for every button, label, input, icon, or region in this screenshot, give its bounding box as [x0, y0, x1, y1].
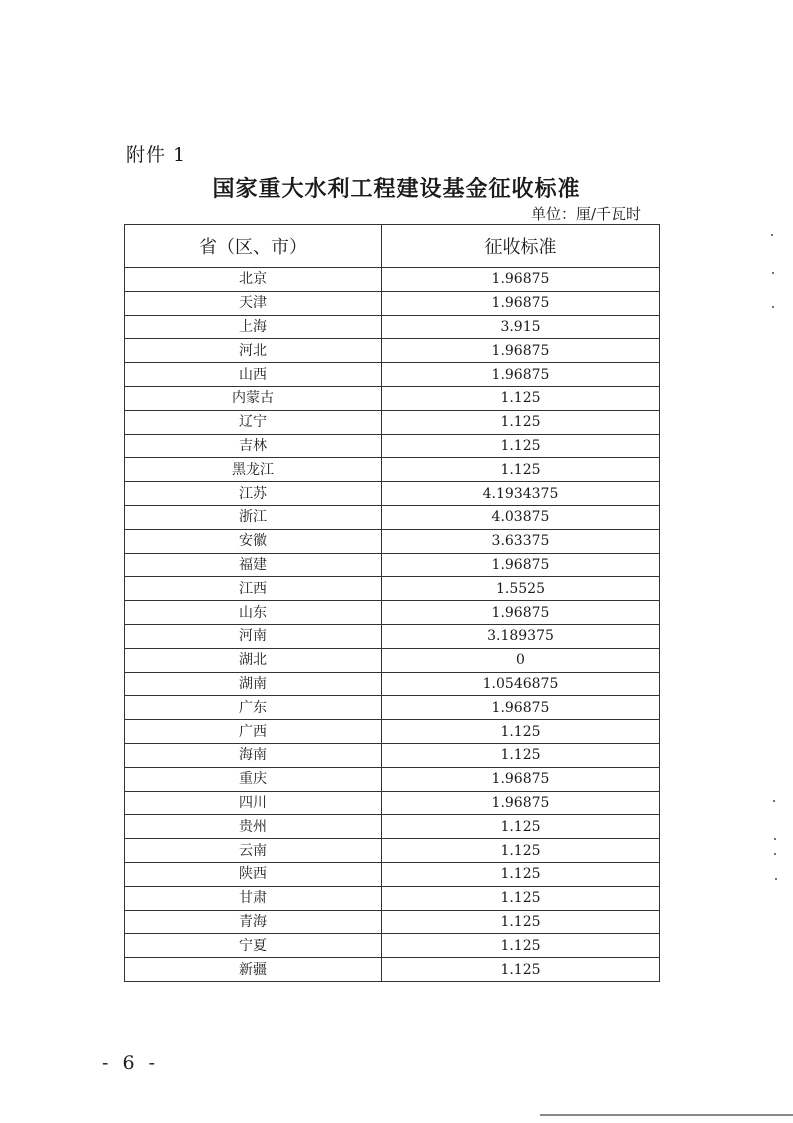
scan-edge-line [540, 1114, 793, 1116]
rate-cell: 3.915 [382, 315, 660, 339]
column-header-province: 省（区、市） [125, 225, 382, 268]
table-body [125, 268, 660, 982]
table-row [125, 839, 660, 863]
province-cell: 天津 [125, 291, 382, 315]
unit-note: 单位：厘/千瓦时 [530, 205, 641, 223]
table-row [125, 410, 660, 434]
province-cell: 海南 [125, 743, 382, 767]
province-cell: 甘肃 [125, 886, 382, 910]
scan-speck [775, 878, 777, 880]
province-cell: 陕西 [125, 862, 382, 886]
document-title: 国家重大水利工程建设基金征收标准 [212, 176, 581, 202]
table-row [125, 529, 660, 553]
table-row [125, 791, 660, 815]
province-cell: 湖北 [125, 648, 382, 672]
rate-cell: 1.96875 [382, 339, 660, 363]
rate-cell: 1.96875 [382, 696, 660, 720]
attachment-label: 附件 1 [126, 144, 187, 166]
table-row [125, 624, 660, 648]
table-row [125, 862, 660, 886]
province-cell: 广东 [125, 696, 382, 720]
rate-cell: 1.125 [382, 410, 660, 434]
page-number: - 6 - [102, 1052, 160, 1074]
table-row [125, 434, 660, 458]
province-cell: 北京 [125, 268, 382, 292]
rate-cell: 1.0546875 [382, 672, 660, 696]
rate-cell: 4.03875 [382, 505, 660, 529]
table-row [125, 743, 660, 767]
rate-cell: 1.96875 [382, 553, 660, 577]
table-row [125, 291, 660, 315]
province-cell: 河北 [125, 339, 382, 363]
province-cell: 上海 [125, 315, 382, 339]
rate-cell: 1.125 [382, 458, 660, 482]
province-cell: 安徽 [125, 529, 382, 553]
province-cell: 浙江 [125, 505, 382, 529]
province-cell: 山西 [125, 363, 382, 387]
table-row [125, 934, 660, 958]
province-cell: 江苏 [125, 482, 382, 506]
province-cell: 吉林 [125, 434, 382, 458]
rate-cell: 1.96875 [382, 268, 660, 292]
rate-cell: 1.96875 [382, 601, 660, 625]
levy-rate-table [124, 224, 660, 982]
table-row [125, 886, 660, 910]
rate-cell: 1.96875 [382, 291, 660, 315]
province-cell: 福建 [125, 553, 382, 577]
province-cell: 新疆 [125, 958, 382, 982]
province-cell: 贵州 [125, 815, 382, 839]
rate-cell: 1.96875 [382, 363, 660, 387]
province-cell: 云南 [125, 839, 382, 863]
table-row [125, 458, 660, 482]
province-cell: 山东 [125, 601, 382, 625]
table-row [125, 767, 660, 791]
rate-cell: 1.125 [382, 862, 660, 886]
province-cell: 内蒙古 [125, 386, 382, 410]
province-cell: 江西 [125, 577, 382, 601]
province-cell: 重庆 [125, 767, 382, 791]
province-cell: 四川 [125, 791, 382, 815]
rate-cell: 3.189375 [382, 624, 660, 648]
table-row [125, 505, 660, 529]
scan-speck [774, 838, 776, 840]
rate-cell: 1.125 [382, 720, 660, 744]
rate-cell: 1.125 [382, 958, 660, 982]
rate-cell: 1.125 [382, 934, 660, 958]
rate-cell: 1.125 [382, 886, 660, 910]
table-row [125, 696, 660, 720]
rate-cell: 1.96875 [382, 791, 660, 815]
rate-cell: 1.125 [382, 434, 660, 458]
province-cell: 辽宁 [125, 410, 382, 434]
scan-speck [773, 800, 775, 802]
table-row [125, 482, 660, 506]
table-row [125, 910, 660, 934]
table-row [125, 958, 660, 982]
rate-cell: 3.63375 [382, 529, 660, 553]
table-row [125, 672, 660, 696]
rate-cell: 1.96875 [382, 767, 660, 791]
table-header-row [125, 225, 660, 268]
table-row [125, 268, 660, 292]
province-cell: 宁夏 [125, 934, 382, 958]
rate-cell: 4.1934375 [382, 482, 660, 506]
table-row [125, 720, 660, 744]
rate-cell: 1.125 [382, 386, 660, 410]
scan-speck [771, 234, 773, 236]
table-row [125, 553, 660, 577]
scan-speck [772, 306, 774, 308]
rate-cell: 1.125 [382, 743, 660, 767]
rate-cell: 1.5525 [382, 577, 660, 601]
rate-cell: 0 [382, 648, 660, 672]
province-cell: 湖南 [125, 672, 382, 696]
table-row [125, 315, 660, 339]
column-header-rate: 征收标准 [382, 225, 660, 268]
scan-speck [774, 853, 776, 855]
table-row [125, 601, 660, 625]
province-cell: 广西 [125, 720, 382, 744]
rate-cell: 1.125 [382, 910, 660, 934]
scan-speck [772, 272, 774, 274]
table-row [125, 815, 660, 839]
province-cell: 青海 [125, 910, 382, 934]
province-cell: 黑龙江 [125, 458, 382, 482]
rate-cell: 1.125 [382, 815, 660, 839]
table-row [125, 339, 660, 363]
province-cell: 河南 [125, 624, 382, 648]
table-row [125, 648, 660, 672]
rate-cell: 1.125 [382, 839, 660, 863]
table-row [125, 363, 660, 387]
table-row [125, 577, 660, 601]
table-row [125, 386, 660, 410]
